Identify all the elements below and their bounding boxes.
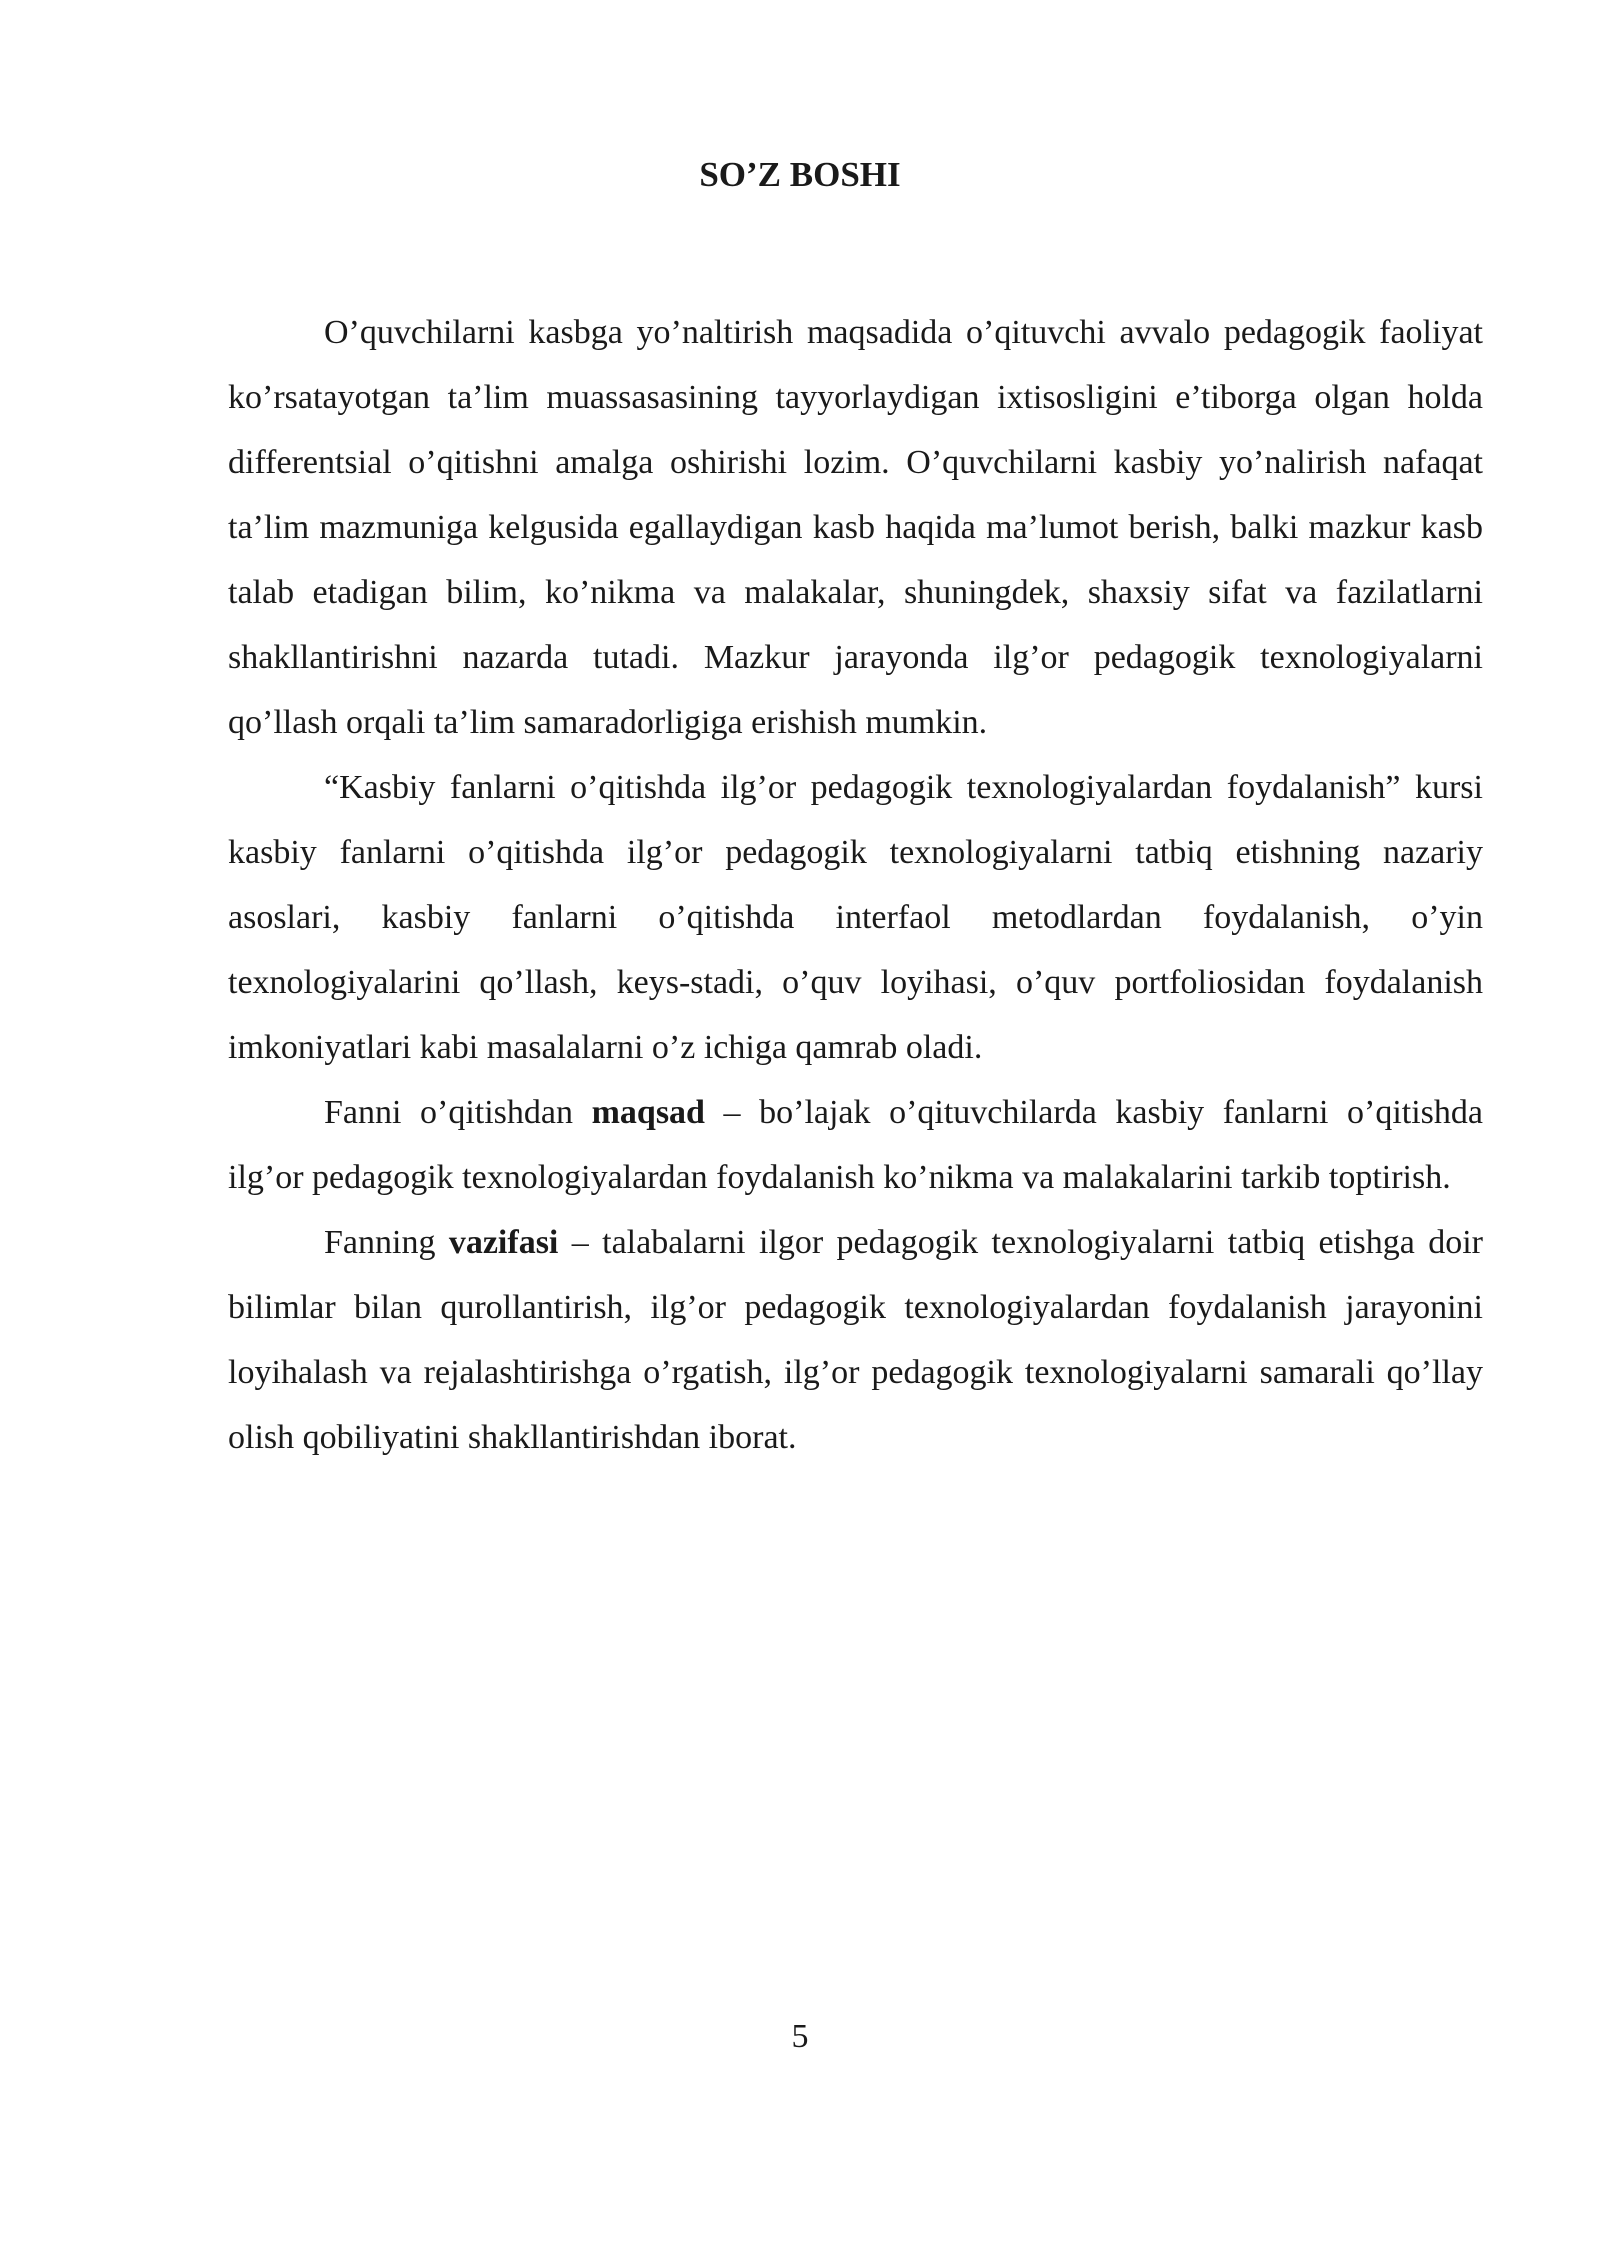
paragraph-tasks-rest: – talabalarni ilgor pedagogik texnologiyalarni tatbiq etishga doir bilimlar bilan qurollantirish, ilg’or pedagogik texnologiyalardan foydalanish jarayonini loyihalash va rejalashtirishga o’rgatish, ilg’or pedagogik texnologiyalarni samarali qo’llay olish qobiliyatini shakllantirishdan iborat. [228, 1224, 1483, 1456]
paragraph-goal-rest: – bo’lajak o’qituvchilarda kasbiy fanlarni o’qitishda ilg’or pedagogik texnologiyalardan foydalanish ko’nikma va malakalarini tarkib toptirish. [228, 1094, 1483, 1196]
paragraph-tasks [228, 1210, 1483, 1470]
page-number: 5 [791, 2018, 809, 2055]
paragraph-goal [228, 1080, 1483, 1210]
body-text [228, 300, 1483, 1470]
paragraph-course-scope: “Kasbiy fanlarni o’qitishda ilg’or pedagogik texnologiyalardan foydalanish” kursi kasbiy fanlarni o’qitishda ilg’or pedagogik texnologiyalarni tatbiq etishning nazariy asoslari, kasbiy fanlarni o’qitishda interfaol metodlardan foydalanish, o’yin texnologiyalarini qo’llash, keys-stadi, o’quv loyihasi, o’quv portfoliosidan foydalanish imkoniyatlari kabi masalalarni o’z ichiga qamrab oladi. [228, 769, 1483, 1066]
paragraph-tasks-keyword: vazifasi [448, 1224, 559, 1261]
paragraph-goal-lead: Fanni o’qitishdan [324, 1094, 574, 1131]
page-title: SO’Z BOSHI [699, 155, 901, 194]
paragraph-intro: O’quvchilarni kasbga yo’naltirish maqsadida o’qituvchi avvalo pedagogik faoliyat ko’rsatayotgan ta’lim muassasasining tayyorlaydigan ixtisosligini e’tiborga olgan holda differentsial o’qitishni amalga oshirishi lozim. O’quvchilarni kasbiy yo’nalirish nafaqat ta’lim mazmuniga kelgusida egallaydigan kasb haqida ma’lumot berish, balki mazkur kasb talab etadigan bilim, ko’nikma va malakalar, shuningdek, shaxsiy sifat va fazilatlarni shakllantirishni nazarda tutadi. Mazkur jarayonda ilg’or pedagogik texnologiyalarni qo’llash orqali ta’lim samaradorligiga erishish mumkin. [228, 314, 1483, 741]
paragraph-goal-keyword: maqsad [591, 1094, 705, 1131]
paragraph-tasks-lead: Fanning [324, 1224, 436, 1261]
